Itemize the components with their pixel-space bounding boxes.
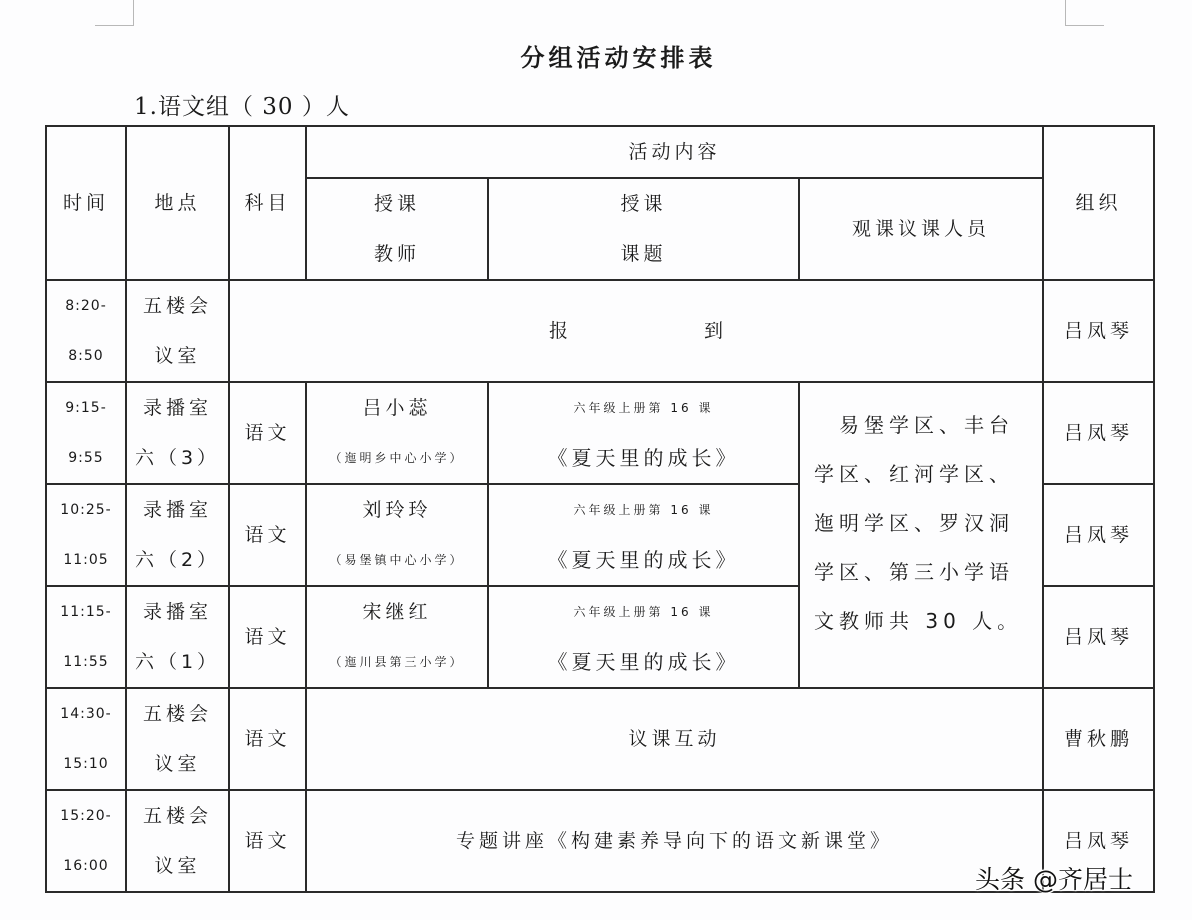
- organizer-cell: 曹秋鹏: [1043, 688, 1154, 790]
- teacher-cell: 宋继红 （迤川县第三小学）: [306, 586, 488, 688]
- section-heading: 1.语文组（ 30 ）人: [134, 94, 350, 120]
- location-cell: 录播室 六（2）: [126, 484, 229, 586]
- location-cell: 录播室 六（3）: [126, 382, 229, 484]
- table-row: [46, 688, 1154, 790]
- header-location: 地点: [126, 126, 229, 280]
- discussion-cell: 议课互动: [306, 688, 1043, 790]
- lecture-cell: 专题讲座《构建素养导向下的语文新课堂》: [306, 790, 1043, 892]
- topic-cell: 六年级上册第 16 课 《夏天里的成长》: [488, 586, 799, 688]
- subject-cell: 语文: [229, 484, 306, 586]
- topic-cell: 六年级上册第 16 课 《夏天里的成长》: [488, 382, 799, 484]
- time-cell: 15:20- 16:00: [46, 790, 126, 892]
- organizer-cell: 吕凤琴: [1043, 280, 1154, 382]
- table-row: [46, 382, 1154, 484]
- header-time: 时间: [46, 126, 126, 280]
- time-cell: 9:15- 9:55: [46, 382, 126, 484]
- checkin-cell: 报 到: [229, 280, 1043, 382]
- topic-cell: 六年级上册第 16 课 《夏天里的成长》: [488, 484, 799, 586]
- header-subject: 科目: [229, 126, 306, 280]
- subject-cell: 语文: [229, 586, 306, 688]
- subject-cell: 语文: [229, 382, 306, 484]
- organizer-cell: 吕凤琴: [1043, 586, 1154, 688]
- document-title: 分组活动安排表: [520, 44, 717, 72]
- watermark: 头条 @齐居士: [975, 865, 1133, 894]
- header-teacher: 授课 教师: [306, 178, 488, 280]
- header-activity-content: 活动内容: [306, 126, 1043, 178]
- location-cell: 五楼会 议室: [126, 790, 229, 892]
- header-organizer: 组织: [1043, 126, 1154, 280]
- subject-cell: 语文: [229, 790, 306, 892]
- header-observers: 观课议课人员: [799, 178, 1043, 280]
- header-topic: 授课 课题: [488, 178, 799, 280]
- location-cell: 录播室 六（1）: [126, 586, 229, 688]
- time-cell: 10:25- 11:05: [46, 484, 126, 586]
- time-cell: 11:15- 11:55: [46, 586, 126, 688]
- header-row-1: [46, 126, 1154, 178]
- time-cell: 8:20- 8:50: [46, 280, 126, 382]
- location-cell: 五楼会 议室: [126, 688, 229, 790]
- table-row: [46, 280, 1154, 382]
- organizer-cell: 吕凤琴: [1043, 382, 1154, 484]
- teacher-cell: 吕小蕊 （迤明乡中心小学）: [306, 382, 488, 484]
- page-corner-mark-top-left: [95, 0, 134, 26]
- teacher-cell: 刘玲玲 （易堡镇中心小学）: [306, 484, 488, 586]
- time-cell: 14:30- 15:10: [46, 688, 126, 790]
- schedule-table: [45, 125, 1155, 893]
- organizer-cell: 吕凤琴: [1043, 484, 1154, 586]
- page-corner-mark-top-right: [1065, 0, 1104, 26]
- observers-cell: 易堡学区、丰台学区、红河学区、迤明学区、罗汉洞学区、第三小学语文教师共 30 人。: [799, 382, 1043, 688]
- organizer-cell: 吕凤琴: [1043, 790, 1154, 892]
- subject-cell: 语文: [229, 688, 306, 790]
- location-cell: 五楼会 议室: [126, 280, 229, 382]
